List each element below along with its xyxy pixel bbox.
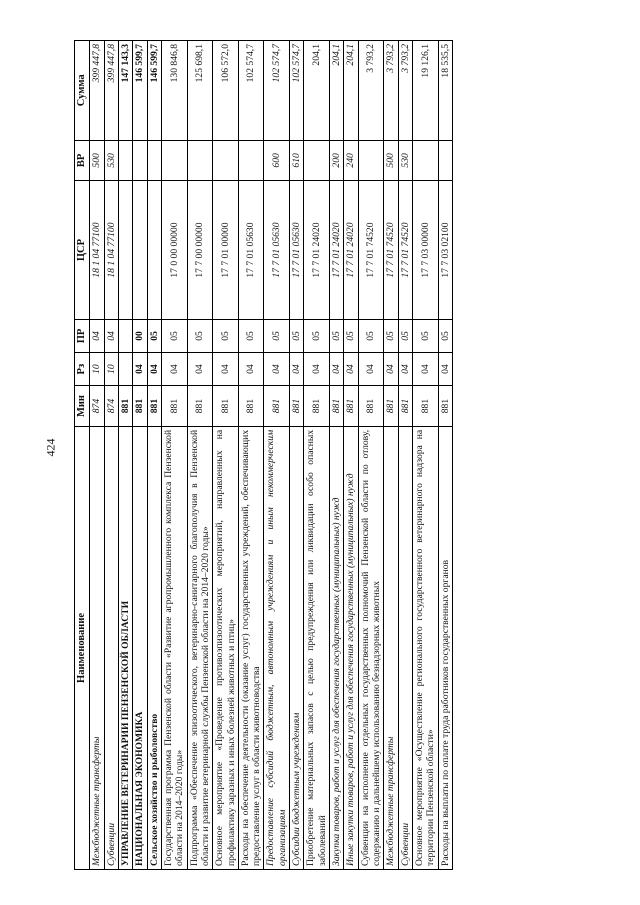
cell-sum: 102 574,7: [264, 41, 290, 141]
cell-rz: 04: [187, 353, 213, 386]
cell-vr: [438, 140, 452, 181]
cell-name: Закупка товаров, работ и услуг для обеспечения государственных (муниципальных) нужд: [330, 426, 344, 869]
cell-min: 881: [147, 386, 161, 427]
cell-csr: 17 7 03 02100: [438, 181, 452, 320]
cell-rz: 04: [384, 353, 398, 386]
cell-rz: 04: [412, 353, 438, 386]
table-row: [398, 41, 412, 870]
table-row: [304, 41, 330, 870]
cell-csr: 17 7 01 74520: [398, 181, 412, 320]
cell-min: 881: [398, 386, 412, 427]
table-row: [104, 41, 118, 870]
cell-rz: [119, 353, 133, 386]
cell-name: Иные закупки товаров, работ и услуг для обеспечения государственных (муниципальных) нужд: [344, 426, 358, 869]
table-row: [344, 41, 358, 870]
cell-min: 881: [213, 386, 239, 427]
cell-vr: [147, 140, 161, 181]
cell-sum: 102 574,7: [290, 41, 304, 141]
budget-table: [74, 40, 453, 870]
cell-name: Субвенции: [398, 426, 412, 869]
cell-csr: 17 7 01 24020: [304, 181, 330, 320]
table-row: [147, 41, 161, 870]
cell-pr: 05: [213, 319, 239, 352]
cell-name: Сельское хозяйство и рыболовство: [147, 426, 161, 869]
cell-pr: 05: [290, 319, 304, 352]
cell-pr: 05: [330, 319, 344, 352]
cell-sum: 3 793,2: [384, 41, 398, 141]
cell-vr: [213, 140, 239, 181]
cell-rz: 10: [90, 353, 104, 386]
cell-sum: 130 846,8: [161, 41, 187, 141]
table-body: [90, 41, 452, 870]
cell-sum: 19 126,1: [412, 41, 438, 141]
cell-sum: 147 143,3: [119, 41, 133, 141]
cell-csr: 17 7 00 00000: [187, 181, 213, 320]
cell-min: 881: [384, 386, 398, 427]
cell-min: 881: [119, 386, 133, 427]
cell-min: 881: [187, 386, 213, 427]
cell-vr: [412, 140, 438, 181]
page-number: 424: [43, 438, 58, 457]
cell-name: Предоставление субсидий бюджетным, автономным учреждениям и иным некоммерческим организациям: [264, 426, 290, 869]
header-rz: Рз: [75, 353, 90, 386]
cell-name: УПРАВЛЕНИЕ ВЕТЕРИНАРИИ ПЕНЗЕНСКОЙ ОБЛАСТИ: [119, 426, 133, 869]
header-sum: Сумма: [75, 41, 90, 141]
cell-csr: 17 7 03 00000: [412, 181, 438, 320]
cell-name: Расходы на обеспечение деятельности (оказание услуг) государственных учреждений, обеспечивающих предоставление услуг в области животноводства: [238, 426, 264, 869]
cell-name: Основное мероприятие «Проведение противоэпизоотических мероприятий, направленных на профилактику заразных и иных болезней животных и птиц»: [213, 426, 239, 869]
cell-pr: 05: [161, 319, 187, 352]
cell-pr: 05: [358, 319, 384, 352]
cell-pr: 04: [104, 319, 118, 352]
cell-min: 881: [344, 386, 358, 427]
cell-sum: 3 793,2: [358, 41, 384, 141]
cell-rz: 04: [398, 353, 412, 386]
cell-csr: 18 1 04 77100: [104, 181, 118, 320]
cell-min: 881: [290, 386, 304, 427]
cell-name: Межбюджетные трансферты: [384, 426, 398, 869]
cell-pr: 05: [438, 319, 452, 352]
cell-vr: 610: [290, 140, 304, 181]
cell-vr: 240: [344, 140, 358, 181]
cell-vr: 530: [398, 140, 412, 181]
cell-rz: 04: [264, 353, 290, 386]
cell-pr: 05: [412, 319, 438, 352]
cell-vr: [187, 140, 213, 181]
cell-sum: 106 572,0: [213, 41, 239, 141]
cell-csr: 18 1 04 77100: [90, 181, 104, 320]
cell-name: Государственная программа Пензенской области «Развитие агропромышленного комплекса Пензенской области на 2014–2020 годы»: [161, 426, 187, 869]
cell-rz: 04: [161, 353, 187, 386]
cell-name: Межбюджетные трансферты: [90, 426, 104, 869]
header-name: Наименование: [75, 426, 90, 869]
table-row: [213, 41, 239, 870]
cell-sum: 3 793,2: [398, 41, 412, 141]
cell-sum: 204,1: [304, 41, 330, 141]
cell-vr: 200: [330, 140, 344, 181]
cell-vr: [238, 140, 264, 181]
cell-sum: 204,1: [330, 41, 344, 141]
cell-rz: 04: [238, 353, 264, 386]
cell-rz: 10: [104, 353, 118, 386]
cell-min: 881: [358, 386, 384, 427]
table-row: [119, 41, 133, 870]
cell-sum: 399 447,8: [104, 41, 118, 141]
cell-name: Основное мероприятие «Осуществление регионального государственного ветеринарного надзора на территории Пензенской области»: [412, 426, 438, 869]
cell-vr: [161, 140, 187, 181]
cell-sum: 102 574,7: [238, 41, 264, 141]
cell-csr: 17 7 01 74520: [384, 181, 398, 320]
cell-pr: 05: [384, 319, 398, 352]
cell-min: 881: [438, 386, 452, 427]
cell-name: Приобретение материальных запасов с целью предупреждения или ликвидации особо опасных заболеваний: [304, 426, 330, 869]
cell-csr: 17 7 01 00000: [213, 181, 239, 320]
cell-vr: 600: [264, 140, 290, 181]
cell-vr: [119, 140, 133, 181]
table-row: [161, 41, 187, 870]
cell-name: Субвенции на исполнение отдельных государственных полномочий Пензенской области по отлову, содержанию и дальнейшему использованию безнадзорных животных: [358, 426, 384, 869]
cell-vr: [304, 140, 330, 181]
cell-csr: 17 0 00 00000: [161, 181, 187, 320]
cell-min: 881: [238, 386, 264, 427]
budget-table-rotated: [74, 40, 598, 870]
cell-csr: [147, 181, 161, 320]
cell-csr: 17 7 01 05630: [264, 181, 290, 320]
table-row: [330, 41, 344, 870]
header-pr: ПР: [75, 319, 90, 352]
cell-rz: 04: [438, 353, 452, 386]
cell-pr: 04: [90, 319, 104, 352]
cell-sum: 18 535,5: [438, 41, 452, 141]
cell-name: НАЦИОНАЛЬНАЯ ЭКОНОМИКА: [133, 426, 147, 869]
table-row: [264, 41, 290, 870]
cell-min: 881: [161, 386, 187, 427]
cell-csr: [119, 181, 133, 320]
cell-sum: 125 698,1: [187, 41, 213, 141]
cell-pr: 05: [398, 319, 412, 352]
cell-min: 874: [104, 386, 118, 427]
cell-pr: 05: [187, 319, 213, 352]
cell-csr: 17 7 01 05630: [238, 181, 264, 320]
cell-rz: 04: [358, 353, 384, 386]
cell-rz: 04: [290, 353, 304, 386]
table-row: [384, 41, 398, 870]
cell-vr: [133, 140, 147, 181]
cell-pr: [119, 319, 133, 352]
cell-csr: [133, 181, 147, 320]
cell-vr: 500: [384, 140, 398, 181]
table-row: [290, 41, 304, 870]
table-row: [412, 41, 438, 870]
table-row: [438, 41, 452, 870]
cell-sum: 204,1: [344, 41, 358, 141]
cell-min: 881: [304, 386, 330, 427]
cell-sum: 399 447,8: [90, 41, 104, 141]
cell-pr: 05: [147, 319, 161, 352]
cell-pr: 05: [344, 319, 358, 352]
cell-name: Подпрограмма «Обеспечение эпизоотического, ветеринарно-санитарного благополучия в Пензенской области и развитие ветеринарной службы Пензенской области на 2014–2020 годы»: [187, 426, 213, 869]
cell-min: 881: [133, 386, 147, 427]
cell-pr: 05: [238, 319, 264, 352]
cell-sum: 146 599,7: [147, 41, 161, 141]
cell-rz: 04: [133, 353, 147, 386]
cell-rz: 04: [330, 353, 344, 386]
table-header-row: [75, 41, 90, 870]
cell-pr: 05: [264, 319, 290, 352]
cell-csr: 17 7 01 24020: [330, 181, 344, 320]
cell-rz: 04: [147, 353, 161, 386]
cell-rz: 04: [344, 353, 358, 386]
cell-name: Расходы на выплаты по оплате труда работников государственных органов: [438, 426, 452, 869]
cell-min: 881: [330, 386, 344, 427]
cell-pr: 00: [133, 319, 147, 352]
cell-vr: 500: [90, 140, 104, 181]
cell-min: 881: [412, 386, 438, 427]
cell-min: 881: [264, 386, 290, 427]
cell-rz: 04: [213, 353, 239, 386]
cell-rz: 04: [304, 353, 330, 386]
table-row: [238, 41, 264, 870]
cell-csr: 17 7 01 24020: [344, 181, 358, 320]
table-row: [358, 41, 384, 870]
header-csr: ЦСР: [75, 181, 90, 320]
cell-name: Субвенции: [104, 426, 118, 869]
table-row: [133, 41, 147, 870]
header-min: Мин: [75, 386, 90, 427]
cell-csr: 17 7 01 05630: [290, 181, 304, 320]
cell-csr: 17 7 01 74520: [358, 181, 384, 320]
cell-pr: 05: [304, 319, 330, 352]
cell-min: 874: [90, 386, 104, 427]
header-vr: ВР: [75, 140, 90, 181]
table-row: [90, 41, 104, 870]
cell-vr: 530: [104, 140, 118, 181]
cell-vr: [358, 140, 384, 181]
cell-name: Субсидии бюджетным учреждениям: [290, 426, 304, 869]
cell-sum: 146 599,7: [133, 41, 147, 141]
table-row: [187, 41, 213, 870]
